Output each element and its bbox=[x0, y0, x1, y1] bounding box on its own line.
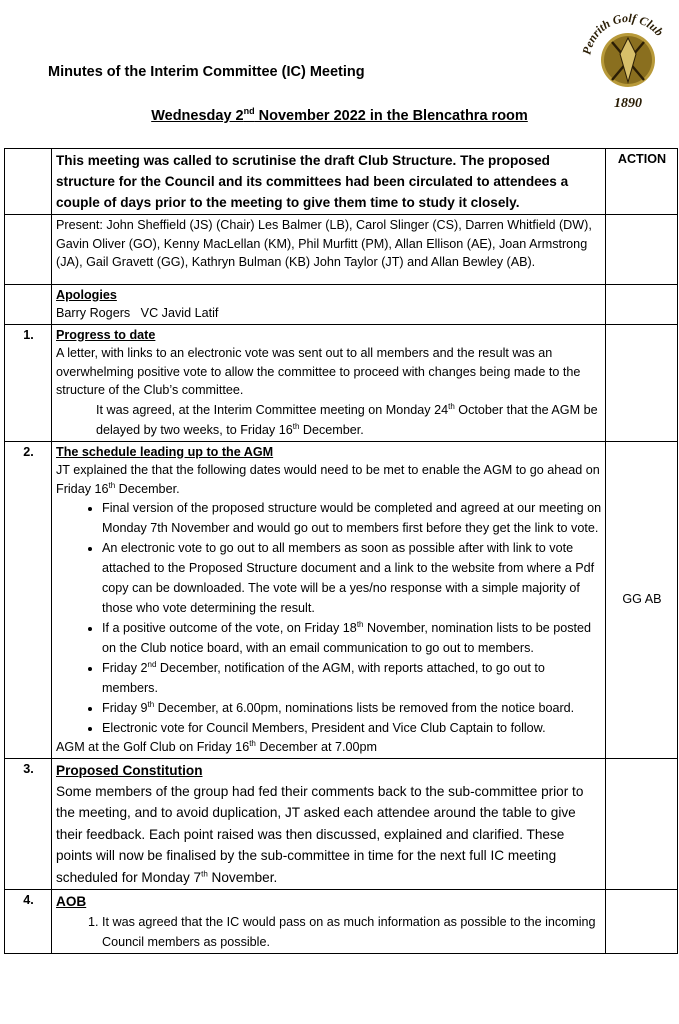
list-item: 1. It was agreed that the IC would pass on as much information as possible to the incoming Council members as possible. bbox=[102, 912, 602, 952]
action-header: ACTION bbox=[606, 149, 678, 215]
list-item: • Final version of the proposed structure would be completed and agreed at our meeting on Monday 7th November and would go out to members first before they get the link to vote. bbox=[102, 498, 602, 538]
intro-row bbox=[5, 149, 678, 215]
list-item: • Friday 2nd December, notification of the AGM, with reports attached, to go out to members. bbox=[102, 658, 602, 698]
list-item: • Friday 9th December, at 6.00pm, nominations lists be removed from the notice board. bbox=[102, 698, 602, 718]
club-crest-logo bbox=[576, 4, 678, 114]
list-item: • Electronic vote for Council Members, President and Vice Club Captain to follow. bbox=[102, 718, 602, 738]
meeting-date-heading: Wednesday 2nd November 2022 in the Blencathra room bbox=[151, 106, 528, 124]
item-number: 2. bbox=[5, 441, 52, 758]
present-row bbox=[5, 215, 678, 285]
item2-action: GG AB bbox=[606, 441, 678, 758]
item-heading: AOB bbox=[56, 894, 87, 909]
present-text: Present: John Sheffield (JS) (Chair) Les Balmer (LB), Carol Slinger (CS), Darren Whitfield (DW), Gavin Oliver (GO), Kenny MacLellan (KM), Phil Murfitt (PM), Allan Ellison (AE), Joan Armstrong (JA), Gail Gravett (GG), Kathryn Bulman (KB) John Taylor (JT) and Allan Bewley (AB). bbox=[52, 215, 606, 285]
intro-text: This meeting was called to scrutinise the draft Club Structure. The proposed structure for the Council and its committees had been circulated to attendees a couple of days prior to the meeting to give them time to study it closely. bbox=[52, 149, 606, 215]
item1-agreement: It was agreed, at the Interim Committee meeting on Monday 24th October that the AGM be delayed by two weeks, to Friday 16th December. bbox=[96, 401, 598, 437]
item-row-1 bbox=[5, 324, 678, 441]
item-heading: The schedule leading up to the AGM bbox=[56, 444, 274, 459]
schedule-list bbox=[56, 498, 602, 738]
document-title: Minutes of the Interim Committee (IC) Meeting bbox=[48, 64, 365, 80]
apologies-heading: Apologies bbox=[56, 287, 117, 302]
apologies-row bbox=[5, 284, 678, 324]
item-number: 1. bbox=[5, 324, 52, 441]
list-item: • An electronic vote to go out to all members as soon as possible after with link to vote attached to the Proposed Structure document and a link to the website from where a Pdf copy can be downloaded. The vote will be a yes/no response with a simple majority of those who vote determining the result. bbox=[102, 538, 602, 618]
item3-text: Some members of the group had fed their comments back to the sub-committee prior to the meeting, and to avoid duplication, JT asked each attendee around the table to give their feedback. Each point raised was then discussed, explained and clarified. These points will now be finalised by the sub-committee in time for the next full IC meeting scheduled for Monday 7th November. bbox=[56, 783, 584, 885]
item-heading: Progress to date bbox=[56, 327, 156, 342]
list-item: • If a positive outcome of the vote, on Friday 18th November, nomination lists to be posted on the Club notice board, with an email communication to go out to members. bbox=[102, 618, 602, 658]
item-number: 3. bbox=[5, 758, 52, 890]
item-number: 4. bbox=[5, 890, 52, 954]
minutes-table bbox=[4, 148, 678, 954]
item1-paragraph: A letter, with links to an electronic vote was sent out to all members and the result was an overwhelming positive vote to allow the committee to proceed with changes being made to the structure of the Club’s committee. bbox=[56, 346, 581, 397]
apologies-text: Barry Rogers VC Javid Latif bbox=[56, 306, 219, 320]
item-row-4 bbox=[5, 890, 678, 954]
crest-arc-text: Penrith Golf Club bbox=[579, 10, 667, 56]
crest-year: 1890 bbox=[614, 96, 642, 111]
item-row-3 bbox=[5, 758, 678, 890]
item-heading: Proposed Constitution bbox=[56, 762, 203, 778]
item2-intro: JT explained the that the following dates would need to be met to enable the AGM to go ahead on Friday 16th December. bbox=[56, 463, 600, 496]
agm-closing: AGM at the Golf Club on Friday 16th December at 7.00pm bbox=[56, 738, 377, 754]
item-row-2 bbox=[5, 441, 678, 758]
